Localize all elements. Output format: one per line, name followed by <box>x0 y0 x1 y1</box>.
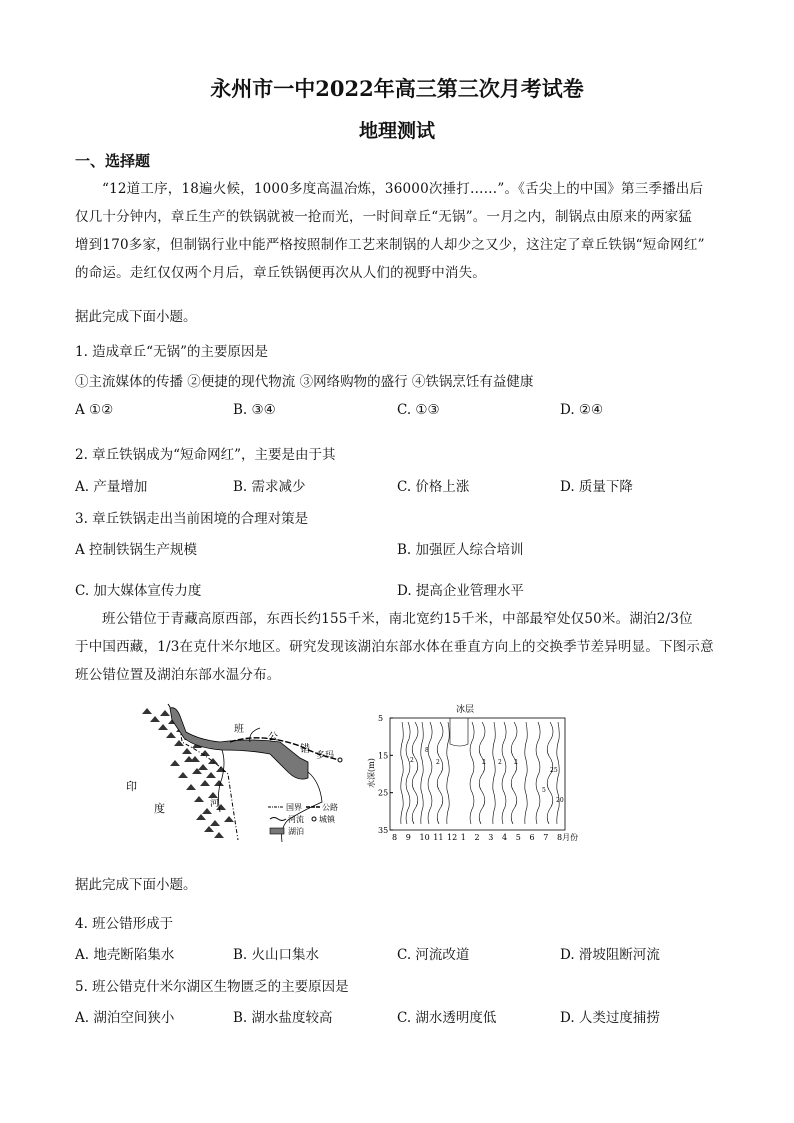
location-map <box>126 704 342 842</box>
question-1-stem: 1. 造成章丘“无锅”的主要原因是 <box>75 344 268 360</box>
question-1-option-a[interactable]: A ①② <box>75 402 114 418</box>
legend-road: 公路 <box>322 803 338 812</box>
x-tick-label: 1 <box>460 833 466 842</box>
page-subtitle: 地理测试 <box>358 120 435 142</box>
legend-town: 城镇 <box>319 815 335 824</box>
figure <box>110 702 590 847</box>
contour-label: 2 <box>514 759 518 766</box>
map-legend <box>268 802 338 836</box>
question-5-option-b[interactable]: B. 湖水盐度较高 <box>233 1010 333 1026</box>
passage-2-line: 于中国西藏，1/3在克什米尔地区。研究发现该湖泊东部水体在垂直方向上的交换季节差异明显。下图示意 <box>75 639 714 655</box>
y-tick-label: 15 <box>378 751 389 761</box>
town-marker <box>338 758 342 762</box>
question-1-items: ①主流媒体的传播 ②便捷的现代物流 ③网络购物的盛行 ④铁锅烹饪有益健康 <box>75 374 534 390</box>
passage-1-line: 的命运。走红仅仅两个月后，章丘铁锅便再次从人们的视野中消失。 <box>75 265 486 281</box>
contour-label: 8 <box>425 747 429 754</box>
passage-2-line: 班公错位置及湖泊东部水温分布。 <box>75 667 281 683</box>
x-tick-label: 3 <box>488 833 494 842</box>
question-5-option-d[interactable]: D. 人类过度捕捞 <box>560 1010 660 1026</box>
x-tick-label: 6 <box>529 833 535 842</box>
chart-ylabel: 水深(m) <box>367 758 376 788</box>
x-tick-label: 7 <box>543 833 549 842</box>
instruction-1: 据此完成下面小题。 <box>75 309 197 325</box>
lake-shape <box>170 708 308 779</box>
passage-1 <box>75 175 720 287</box>
map-label-ban: 班 <box>234 724 244 735</box>
question-2-option-a[interactable]: A. 产量增加 <box>75 479 148 495</box>
map-label-india-2: 度 <box>154 802 165 815</box>
question-1-option-b[interactable]: B. ③④ <box>233 402 276 418</box>
contour-label: 2 <box>436 759 440 766</box>
passage-1-line: 增到170多家，但制锅行业中能严格按照制作工艺来制锅的人却少之又少，这注定了章丘铁锅“短命网红” <box>75 237 705 253</box>
y-tick-label: 5 <box>378 714 384 723</box>
map-label-duoma: 多玛 <box>316 751 335 761</box>
x-tick-label: 5 <box>515 833 521 842</box>
chart-title: 冰层 <box>456 705 475 715</box>
instruction-2: 据此完成下面小题。 <box>75 877 197 893</box>
question-4-option-d[interactable]: D. 滑坡阻断河流 <box>560 947 660 963</box>
question-4-option-a[interactable]: A. 地壳断陷集水 <box>75 947 175 963</box>
contour-label: 20 <box>556 797 564 804</box>
x-tick-label: 2 <box>474 833 480 842</box>
question-3-option-c[interactable]: C. 加大媒体宣传力度 <box>75 583 202 599</box>
map-label-gong: 公 <box>268 732 278 743</box>
question-2-option-b[interactable]: B. 需求减少 <box>233 479 306 495</box>
question-3-option-b[interactable]: B. 加强匠人综合培训 <box>397 542 524 558</box>
y-tick-label: 35 <box>378 826 389 835</box>
question-3-option-a[interactable]: A 控制铁锅生产规模 <box>75 542 198 558</box>
question-1-option-d[interactable]: D. ②④ <box>560 402 604 418</box>
question-2-option-d[interactable]: D. 质量下降 <box>560 479 633 495</box>
legend-lake: 湖泊 <box>288 827 304 836</box>
mountain-symbols <box>142 708 234 838</box>
passage-1-line: “12道工序，18遍火候，1000多度高温冶炼，36000次捶打……”。《舌尖上的中国》第三季播出后 <box>102 181 704 197</box>
question-5-option-c[interactable]: C. 湖水透明度低 <box>397 1010 497 1026</box>
question-4-option-b[interactable]: B. 火山口集水 <box>233 947 320 963</box>
question-2-stem: 2. 章丘铁锅成为“短命网红”，主要是由于其 <box>75 447 336 463</box>
contour-label: 2 <box>498 759 502 766</box>
water-temperature-chart <box>366 703 578 842</box>
x-tick-label: 8 <box>392 833 398 842</box>
contour-label: 2 <box>482 759 486 766</box>
question-4-option-c[interactable]: C. 河流改道 <box>397 947 470 963</box>
x-tick-label: 8月份 <box>557 833 579 842</box>
contour-label: 5 <box>542 787 546 794</box>
x-tick-label: 4 <box>502 833 508 842</box>
question-3-stem: 3. 章丘铁锅走出当前困境的合理对策是 <box>75 511 309 527</box>
y-tick-label: 25 <box>378 788 389 798</box>
map-label-cuo: 错 <box>300 744 310 755</box>
question-5-stem: 5. 班公错克什米尔湖区生物匮乏的主要原因是 <box>75 979 349 995</box>
map-label-india-1: 印 <box>126 780 137 793</box>
passage-2-line: 班公错位于青藏高原西部，东西长约155千米，南北宽约15千米，中部最窄处仅50米。湖泊2/3位 <box>102 611 693 627</box>
question-2-option-c[interactable]: C. 价格上涨 <box>397 479 470 495</box>
page-title: 永州市一中2022年高三第三次月考试卷 <box>210 76 584 101</box>
question-4-stem: 4. 班公错形成于 <box>75 916 174 932</box>
passage-1-line: 仅几十分钟内，章丘生产的铁锅就被一抢而光，一时间章丘“无锅”。一月之内，制锅点由原来的两家猛 <box>75 209 693 225</box>
question-1-option-c[interactable]: C. ①③ <box>397 402 440 418</box>
contour-label: 2 <box>410 757 414 764</box>
passage-2 <box>75 605 720 689</box>
legend-river: 河流 <box>288 815 304 824</box>
question-3-option-d[interactable]: D. 提高企业管理水平 <box>397 583 524 599</box>
x-tick-label: 11 <box>433 833 444 842</box>
question-5-option-a[interactable]: A. 湖泊空间狭小 <box>75 1010 175 1026</box>
legend-border: 国界 <box>286 803 302 812</box>
x-tick-label: 12 <box>447 833 458 842</box>
x-tick-label: 9 <box>405 833 411 842</box>
contour-label: 25 <box>550 767 558 774</box>
x-tick-label: 10 <box>419 833 430 842</box>
figure-svg <box>110 702 590 847</box>
map-label-river: 河 <box>210 799 220 809</box>
section-heading: 一、选择题 <box>75 152 151 170</box>
chart-x-ticks <box>392 832 578 842</box>
